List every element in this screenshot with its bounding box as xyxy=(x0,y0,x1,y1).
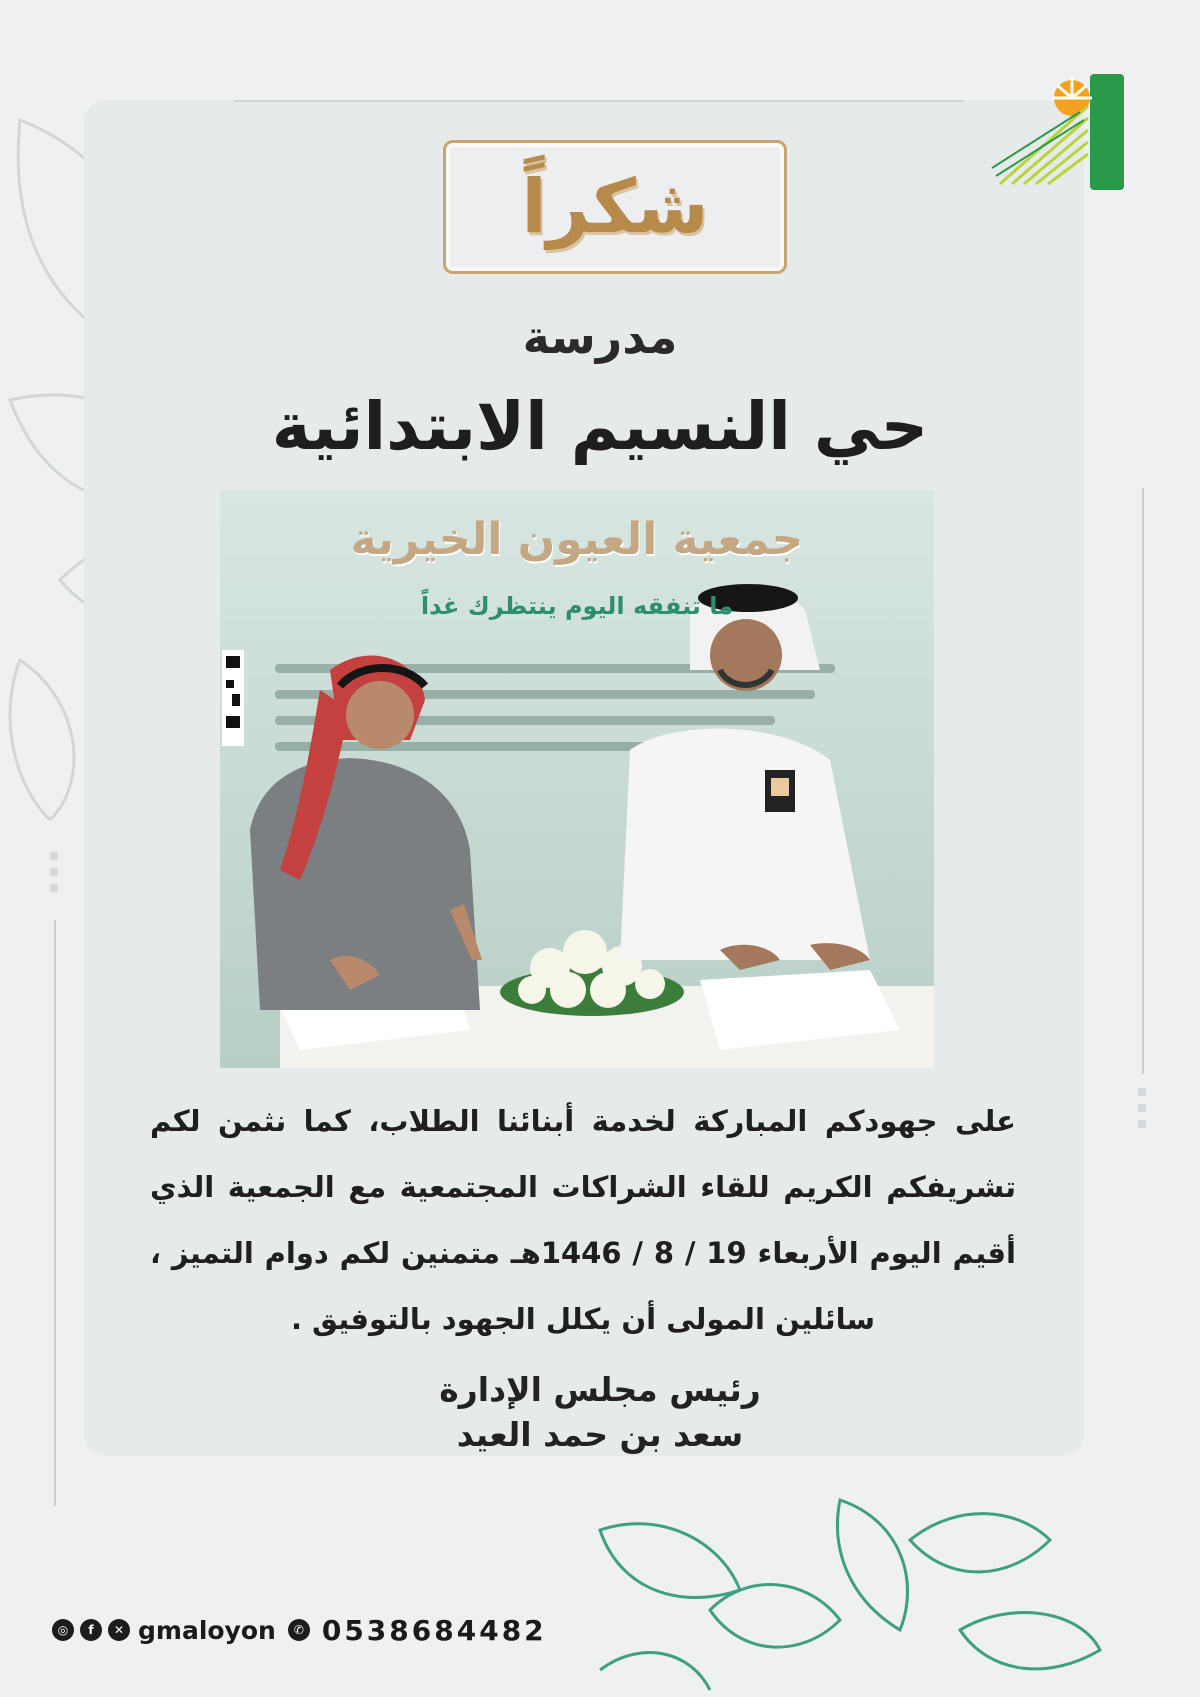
leaf-pattern-bottom xyxy=(580,1480,1200,1697)
signing-photo xyxy=(220,490,934,1068)
right-vertical-line xyxy=(1142,488,1144,1074)
instagram-icon[interactable]: ◎ xyxy=(52,1619,74,1641)
school-name: حي النسيم الابتدائية xyxy=(271,388,929,465)
school-label: مدرسة xyxy=(522,310,678,364)
charity-logo xyxy=(988,72,1126,192)
top-divider xyxy=(234,100,964,102)
contact-footer xyxy=(52,1610,547,1650)
photo-illustration xyxy=(220,490,934,1068)
left-dots xyxy=(50,852,58,900)
x-icon[interactable]: ✕ xyxy=(108,1619,130,1641)
phone-number[interactable]: 0538684482 xyxy=(321,1613,547,1647)
banner-slogan: ما تنفقه اليوم ينتظرك غداً xyxy=(420,592,734,620)
right-dots xyxy=(1138,1088,1146,1136)
signatory-title: رئيس مجلس الإدارة xyxy=(439,1370,761,1409)
signatory-name: سعد بن حمد العيد xyxy=(456,1415,744,1454)
banner-title: جمعية العيون الخيرية xyxy=(350,514,804,565)
thanks-frame xyxy=(443,140,787,274)
facebook-icon[interactable]: f xyxy=(80,1619,102,1641)
thanks-heading: شكراً xyxy=(521,164,709,250)
social-handle[interactable]: gmaloyon xyxy=(138,1615,276,1645)
whatsapp-icon[interactable]: ✆ xyxy=(288,1619,310,1641)
thanks-message: على جهودكم المباركة لخدمة أبنائنا الطلاب، كما نثمن لكم تشريفكم الكريم للقاء الشراكات المجتمعية مع الجمعية الذي أقيم اليوم الأربعاء 19 / 8 / 1446هـ متمنين لكم دوام التميز ، سائلين المولى أن يكلل الجهود بالتوفيق . xyxy=(150,1104,1016,1336)
